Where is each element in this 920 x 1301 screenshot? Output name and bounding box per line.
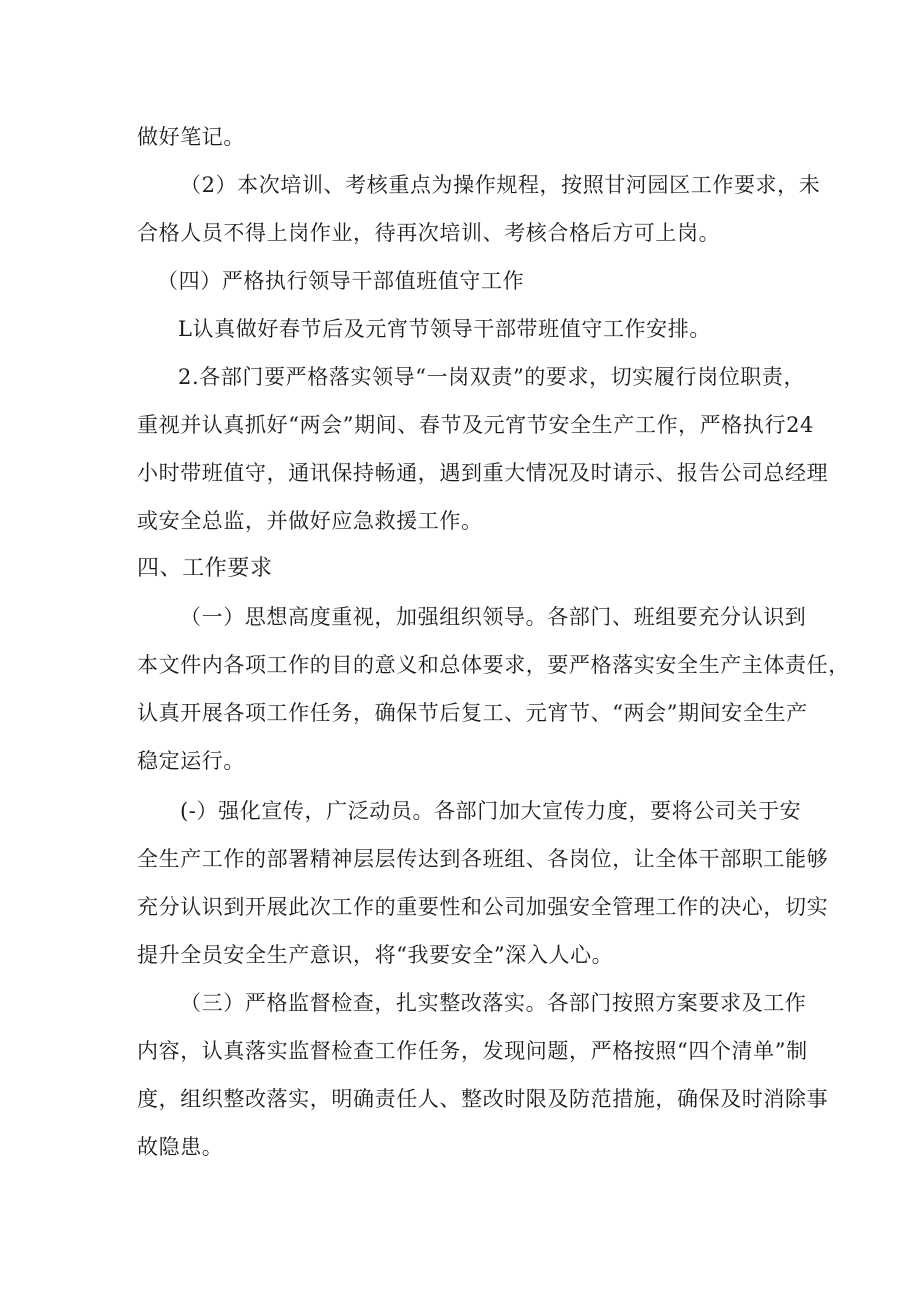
text-line: 本文件内各项工作的目的意义和总体要求，要严格落实安全生产主体责任， xyxy=(137,653,850,677)
text-line: 小时带班值守，通讯保持畅通，遇到重大情况及时请示、报告公司总经理 xyxy=(137,461,829,485)
text-line: 认真开展各项工作任务，确保节后复工、元宵节、“两会”期间安全生产 xyxy=(137,701,808,725)
text-line: 提升全员安全生产意识，将“我要安全”深入人心。 xyxy=(137,943,614,967)
text-line: L认真做好春节后及元宵节领导干部带班值守工作安排。 xyxy=(178,317,711,341)
text-line: 稳定运行。 xyxy=(137,749,245,773)
text-line: （三）严格监督检查，扎实整改落实。各部门按照方案要求及工作 xyxy=(180,991,807,1015)
text-line: （一）思想高度重视，加强组织领导。各部门、班组要充分认识到 xyxy=(180,605,807,629)
text-line: 充分认识到开展此次工作的重要性和公司加强安全管理工作的决心，切实 xyxy=(137,895,829,919)
section-heading: （四）严格执行领导干部值班值守工作 xyxy=(157,269,525,293)
text-line: （2）本次培训、考核重点为操作规程，按照甘河园区工作要求，未 xyxy=(180,173,821,197)
text-line: 重视并认真抓好“两会”期间、春节及元宵节安全生产工作，严格执行24 xyxy=(137,413,814,437)
text-line: 2.各部门要严格落实领导“一岗双责”的要求，切实履行岗位职责， xyxy=(178,365,806,389)
text-line: 全生产工作的部署精神层层传达到各班组、各岗位，让全体干部职工能够 xyxy=(137,847,829,871)
text-line: 内容，认真落实监督检查工作任务，发现问题，严格按照“四个清单”制 xyxy=(137,1039,808,1063)
text-line: 或安全总监，并做好应急救援工作。 xyxy=(137,509,483,533)
text-line: 做好笔记。 xyxy=(137,125,245,149)
text-line: 合格人员不得上岗作业，待再次培训、考核合格后方可上岗。 xyxy=(137,221,721,245)
text-line: 度，组织整改落实，明确责任人、整改时限及防范措施，确保及时消除事 xyxy=(137,1087,829,1111)
chapter-heading: 四、工作要求 xyxy=(137,556,273,581)
text-line: (-）强化宣传，广泛动员。各部门加大宣传力度，要将公司关于安 xyxy=(180,799,802,823)
text-line: 故隐患。 xyxy=(137,1135,224,1159)
